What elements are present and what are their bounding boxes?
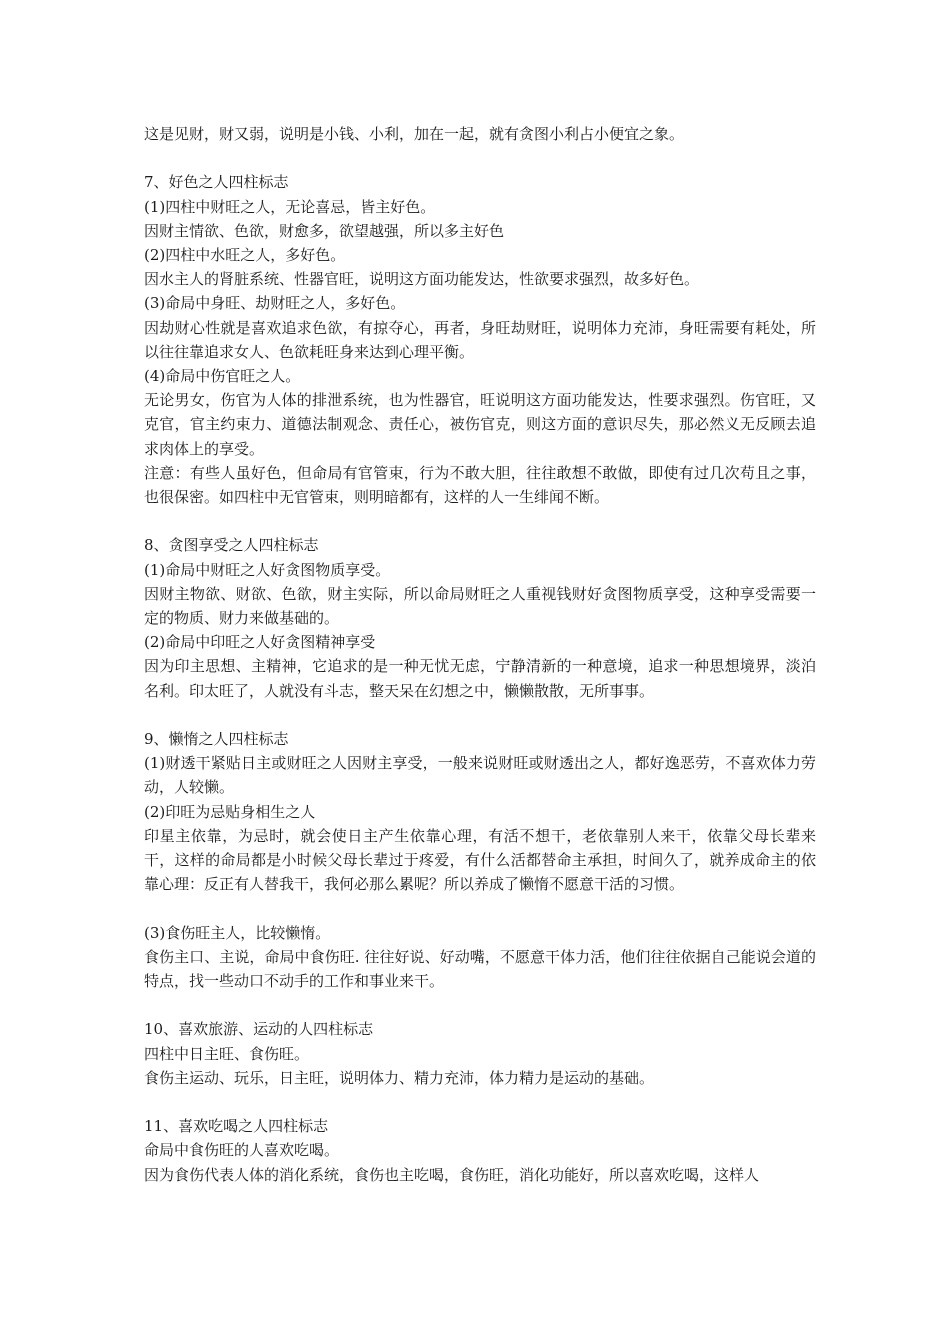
section-heading-9: 9、懒惰之人四柱标志 <box>144 730 289 749</box>
paragraph-gap <box>144 1090 816 1114</box>
section-heading-11: 11、喜欢吃喝之人四柱标志 <box>144 1117 329 1136</box>
paragraph: 这是见财，财又弱，说明是小钱、小利，加在一起，就有贪图小利占小便宜之象。 <box>144 125 685 143</box>
paragraph-gap <box>144 509 816 533</box>
paragraph: 印星主依靠，为忌时，就会使日主产生依靠心理，有活不想干，老依靠别人来干，依靠父母长辈来干，这样的命局都是小时候父母长辈过于疼爱，有什么活都替命主承担，时间久了，就养成命主的依靠心理：反正有人替我干，我何必那么累呢？所以养成了懒惰不愿意干活的习惯。 <box>144 826 816 894</box>
section-heading-8: 8、贪图享受之人四柱标志 <box>144 536 319 555</box>
paragraph: 命局中食伤旺的人喜欢吃喝。 <box>144 1141 340 1160</box>
paragraph: (1)命局中财旺之人好贪图物质享受。 <box>144 560 391 579</box>
paragraph: 因水主人的肾脏系统、性器官旺，说明这方面功能发达，性欲要求强烈，故多好色。 <box>144 270 700 289</box>
paragraph: 因财主物欲、财欲、色欲，财主实际，所以命局财旺之人重视钱财好贪图物质享受，这种享受需要一定的物质、财力来做基础的。 <box>144 584 816 628</box>
paragraph: 无论男女，伤官为人体的排泄系统，也为性器官，旺说明这方面功能发达，性要求强烈。伤官旺，又克官，官主约束力、道德法制观念、责任心，被伤官克，则这方面的意识尽失，那必然义无反顾去追求肉体上的享受。 <box>144 391 816 458</box>
paragraph-gap <box>144 896 816 920</box>
paragraph: (4)命局中伤官旺之人。 <box>144 367 301 386</box>
paragraph-gap <box>144 993 816 1017</box>
paragraph: (2)命局中印旺之人好贪图精神享受 <box>144 633 376 652</box>
paragraph: (1)四柱中财旺之人，无论喜忌，皆主好色。 <box>144 197 436 216</box>
paragraph: (2)印旺为忌贴身相生之人 <box>144 802 316 821</box>
paragraph: (3)命局中身旺、劫财旺之人，多好色。 <box>144 294 406 313</box>
paragraph: 食伤主口、主说，命局中食伤旺. 往往好说、好动嘴，不愿意干体力活，他们往往依据自己能说会道的特点，找一些动口不动手的工作和事业来干。 <box>144 947 816 991</box>
paragraph: (2)四柱中水旺之人，多好色。 <box>144 246 346 264</box>
paragraph: 因财主情欲、色欲，财愈多，欲望越强，所以多主好色 <box>144 221 505 240</box>
paragraph-gap <box>144 703 816 727</box>
paragraph-gap <box>144 146 816 170</box>
paragraph: (1)财透干紧贴日主或财旺之人因财主享受，一般来说财旺或财透出之人，都好逸恶劳，不喜欢体力劳动，人较懒。 <box>144 754 816 797</box>
section-heading-10: 10、喜欢旅游、运动的人四柱标志 <box>144 1020 374 1039</box>
paragraph: 注意：有些人虽好色，但命局有官管束，行为不敢大胆，往往敢想不敢做，即使有过几次苟且之事，也很保密。如四柱中无官管束，则明暗都有，这样的人一生绯闻不断。 <box>144 463 816 507</box>
paragraph: 四柱中日主旺、食伤旺。 <box>144 1044 310 1063</box>
paragraph: 食伤主运动、玩乐，日主旺，说明体力、精力充沛，体力精力是运动的基础。 <box>144 1068 655 1087</box>
paragraph: 因为印主思想、主精神，它追求的是一种无忧无虑，宁静清新的一种意境，追求一种思想境界，淡泊名利。印太旺了，人就没有斗志，整天呆在幻想之中，懒懒散散，无所事事。 <box>144 657 816 700</box>
paragraph: 因为食伤代表人体的消化系统，食伤也主吃喝，食伤旺，消化功能好，所以喜欢吃喝，这样人 <box>144 1165 760 1184</box>
section-heading-7: 7、好色之人四柱标志 <box>144 173 289 192</box>
paragraph: (3)食伤旺主人，比较懒惰。 <box>144 923 331 942</box>
document-body <box>144 122 816 1187</box>
paragraph: 因劫财心性就是喜欢追求色欲，有掠夺心，再者，身旺劫财旺，说明体力充沛，身旺需要有耗处，所以往往靠追求女人、色欲耗旺身来达到心理平衡。 <box>144 318 816 361</box>
